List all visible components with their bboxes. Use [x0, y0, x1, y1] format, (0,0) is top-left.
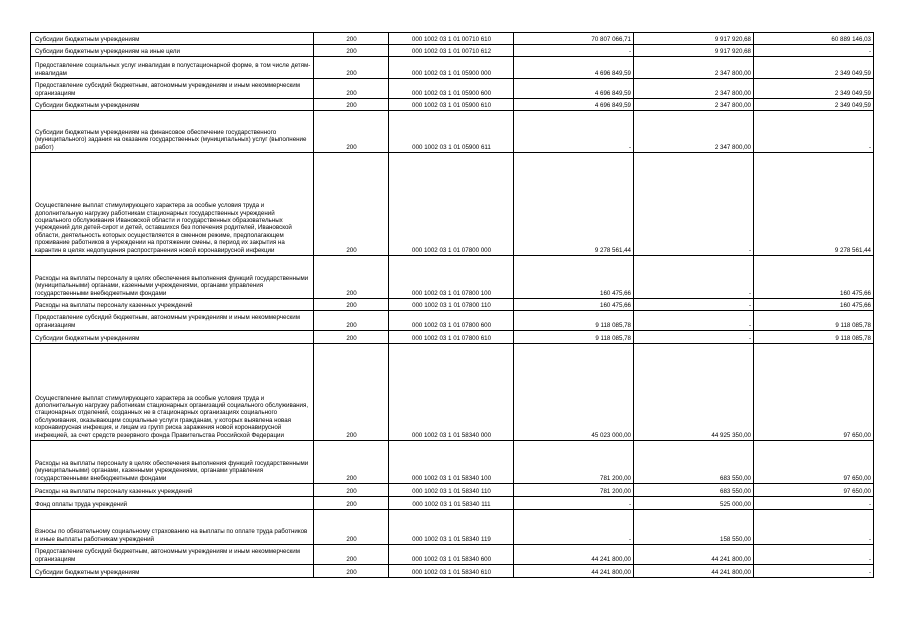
- budget-table: [30, 32, 874, 578]
- table-row: [31, 311, 874, 331]
- row-col1: -: [514, 510, 634, 545]
- table-row: [31, 441, 874, 484]
- row-col1: 4 696 849,59: [514, 99, 634, 111]
- row-classification-code: 000 1002 03 1 01 00710 610: [389, 33, 514, 45]
- row-col2: -: [634, 311, 754, 331]
- row-name: Предоставление субсидий бюджетным, автономным учреждениям и иным некоммерческим организациям: [31, 545, 314, 565]
- row-code: 200: [314, 484, 389, 497]
- row-col2: 2 347 800,00: [634, 57, 754, 79]
- table-row: [31, 299, 874, 311]
- row-col2: 2 347 800,00: [634, 111, 754, 153]
- row-col3: 2 349 049,59: [754, 57, 874, 79]
- table-row: [31, 331, 874, 344]
- row-col2: -: [634, 256, 754, 299]
- row-col3: 60 889 146,03: [754, 33, 874, 45]
- table-row: [31, 33, 874, 45]
- row-code: 200: [314, 344, 389, 441]
- row-col3: 2 349 049,59: [754, 99, 874, 111]
- row-name: Субсидии бюджетным учреждениям: [31, 99, 314, 111]
- row-col1: 45 023 000,00: [514, 344, 634, 441]
- row-name: Фонд оплаты труда учреждений: [31, 497, 314, 510]
- row-code: 200: [314, 441, 389, 484]
- table-row: [31, 57, 874, 79]
- row-code: 200: [314, 111, 389, 153]
- row-col2: 2 347 800,00: [634, 79, 754, 99]
- row-col3: -: [754, 45, 874, 57]
- row-name: Предоставление субсидий бюджетным, автономным учреждениям и иным некоммерческим организациям: [31, 79, 314, 99]
- row-col2: 44 925 350,00: [634, 344, 754, 441]
- row-classification-code: 000 1002 03 1 01 07800 000: [389, 153, 514, 256]
- row-col1: 160 475,66: [514, 256, 634, 299]
- row-classification-code: 000 1002 03 1 01 05900 611: [389, 111, 514, 153]
- row-col3: -: [754, 565, 874, 578]
- row-classification-code: 000 1002 03 1 01 58340 600: [389, 545, 514, 565]
- row-col1: 44 241 800,00: [514, 545, 634, 565]
- row-col1: 9 118 085,78: [514, 331, 634, 344]
- row-col1: 70 807 066,71: [514, 33, 634, 45]
- row-classification-code: 000 1002 03 1 01 07800 610: [389, 331, 514, 344]
- budget-report-sheet: [30, 32, 873, 578]
- row-col2: -: [634, 153, 754, 256]
- row-name: Расходы на выплаты персоналу казенных учреждений: [31, 299, 314, 311]
- row-classification-code: 000 1002 03 1 01 07800 100: [389, 256, 514, 299]
- row-name: Расходы на выплаты персоналу в целях обеспечения выполнения функций государственными (муниципальными) органами, казенными учреждениями, органами управления государственными внебюджетными фондами: [31, 441, 314, 484]
- row-col3: 9 278 561,44: [754, 153, 874, 256]
- row-classification-code: 000 1002 03 1 01 05900 610: [389, 99, 514, 111]
- row-col2: 9 917 920,68: [634, 45, 754, 57]
- row-name: Взносы по обязательному социальному страхованию на выплаты по оплате труда работников и иные выплаты работникам учреждений: [31, 510, 314, 545]
- row-col3: 97 650,00: [754, 441, 874, 484]
- row-col3: 97 650,00: [754, 484, 874, 497]
- row-code: 200: [314, 99, 389, 111]
- row-code: 200: [314, 510, 389, 545]
- row-code: 200: [314, 79, 389, 99]
- row-code: 200: [314, 565, 389, 578]
- table-row: [31, 484, 874, 497]
- row-classification-code: 000 1002 03 1 01 58340 000: [389, 344, 514, 441]
- row-col1: 160 475,66: [514, 299, 634, 311]
- row-col1: 9 118 085,78: [514, 311, 634, 331]
- row-code: 200: [314, 57, 389, 79]
- row-code: 200: [314, 256, 389, 299]
- row-classification-code: 000 1002 03 1 01 58340 111: [389, 497, 514, 510]
- row-classification-code: 000 1002 03 1 01 00710 612: [389, 45, 514, 57]
- row-code: 200: [314, 299, 389, 311]
- row-col1: -: [514, 497, 634, 510]
- table-row: [31, 99, 874, 111]
- row-col3: 9 118 085,78: [754, 331, 874, 344]
- row-col3: 160 475,66: [754, 256, 874, 299]
- row-col1: -: [514, 111, 634, 153]
- table-row: [31, 256, 874, 299]
- row-code: 200: [314, 33, 389, 45]
- row-col3: 9 118 085,78: [754, 311, 874, 331]
- row-code: 200: [314, 153, 389, 256]
- row-name: Расходы на выплаты персоналу в целях обеспечения выполнения функций государственными (муниципальными) органами, казенными учреждениями, органами управления государственными внебюджетными фондами: [31, 256, 314, 299]
- row-col2: 525 000,00: [634, 497, 754, 510]
- row-code: 200: [314, 497, 389, 510]
- row-col3: 97 650,00: [754, 344, 874, 441]
- row-name: Субсидии бюджетным учреждениям: [31, 331, 314, 344]
- row-code: 200: [314, 545, 389, 565]
- row-col1: 44 241 800,00: [514, 565, 634, 578]
- table-row: [31, 79, 874, 99]
- row-name: Предоставление социальных услуг инвалидам в полустационарной форме, в том числе детям-инвалидам: [31, 57, 314, 79]
- row-code: 200: [314, 331, 389, 344]
- row-col1: 9 278 561,44: [514, 153, 634, 256]
- row-col3: -: [754, 111, 874, 153]
- row-col1: 781 200,00: [514, 441, 634, 484]
- row-col2: 2 347 800,00: [634, 99, 754, 111]
- table-row: [31, 497, 874, 510]
- row-name: Осуществление выплат стимулирующего характера за особые условия труда и дополнительную нагрузку работникам стационарных организаций социального обслуживания, стационарных отделений, созданных не в стационарных организациях социального обслуживания, оказывающим социальные услуги гражданам, у которых выявлена новая коронавирусная инфекция, и лицам из групп риска заражения новой коронавирусной инфекцией, за счет средств резервного фонда Правительства Российской Федерации: [31, 344, 314, 441]
- row-name: Расходы на выплаты персоналу казенных учреждений: [31, 484, 314, 497]
- row-classification-code: 000 1002 03 1 01 07800 110: [389, 299, 514, 311]
- table-row: [31, 344, 874, 441]
- row-col2: 44 241 800,00: [634, 545, 754, 565]
- table-row: [31, 545, 874, 565]
- row-name: Предоставление субсидий бюджетным, автономным учреждениям и иным некоммерческим организациям: [31, 311, 314, 331]
- row-classification-code: 000 1002 03 1 01 58340 610: [389, 565, 514, 578]
- table-row: [31, 45, 874, 57]
- row-classification-code: 000 1002 03 1 01 58340 100: [389, 441, 514, 484]
- row-name: Субсидии бюджетным учреждениям на иные цели: [31, 45, 314, 57]
- row-col2: -: [634, 299, 754, 311]
- row-col3: -: [754, 497, 874, 510]
- row-name: Субсидии бюджетным учреждениям: [31, 33, 314, 45]
- row-name: Субсидии бюджетным учреждениям на финансовое обеспечение государственного (муниципального) задания на оказание государственных (муниципальных) услуг (выполнение работ): [31, 111, 314, 153]
- row-classification-code: 000 1002 03 1 01 05900 600: [389, 79, 514, 99]
- row-col1: 781 200,00: [514, 484, 634, 497]
- row-classification-code: 000 1002 03 1 01 58340 110: [389, 484, 514, 497]
- table-row: [31, 111, 874, 153]
- row-col2: -: [634, 331, 754, 344]
- row-classification-code: 000 1002 03 1 01 58340 119: [389, 510, 514, 545]
- row-name: Осуществление выплат стимулирующего характера за особые условия труда и дополнительную нагрузку работникам стационарных государственных учреждений социального обслуживания Ивановской области и государственных образовательных учреждений для детей-сирот и детей, оставшихся без попечения родителей, Ивановской области, деятельность которых осуществляется в сменном режиме, предполагающем проживание работников в учреждении на протяжении смены, в период их закрытия на карантин в целях недопущения распространения новой коронавирусной инфекции: [31, 153, 314, 256]
- row-col2: 9 917 920,68: [634, 33, 754, 45]
- row-col1: 4 696 849,59: [514, 79, 634, 99]
- row-col3: 2 349 049,59: [754, 79, 874, 99]
- row-classification-code: 000 1002 03 1 01 05900 000: [389, 57, 514, 79]
- row-name: Субсидии бюджетным учреждениям: [31, 565, 314, 578]
- row-col1: -: [514, 45, 634, 57]
- row-col2: 158 550,00: [634, 510, 754, 545]
- row-code: 200: [314, 311, 389, 331]
- row-classification-code: 000 1002 03 1 01 07800 600: [389, 311, 514, 331]
- row-col3: 160 475,66: [754, 299, 874, 311]
- table-row: [31, 153, 874, 256]
- row-col2: 44 241 800,00: [634, 565, 754, 578]
- table-row: [31, 510, 874, 545]
- row-col2: 683 550,00: [634, 441, 754, 484]
- row-col3: -: [754, 545, 874, 565]
- row-col2: 683 550,00: [634, 484, 754, 497]
- row-col1: 4 696 849,59: [514, 57, 634, 79]
- table-row: [31, 565, 874, 578]
- row-code: 200: [314, 45, 389, 57]
- budget-table-body: [31, 33, 874, 578]
- row-col3: -: [754, 510, 874, 545]
